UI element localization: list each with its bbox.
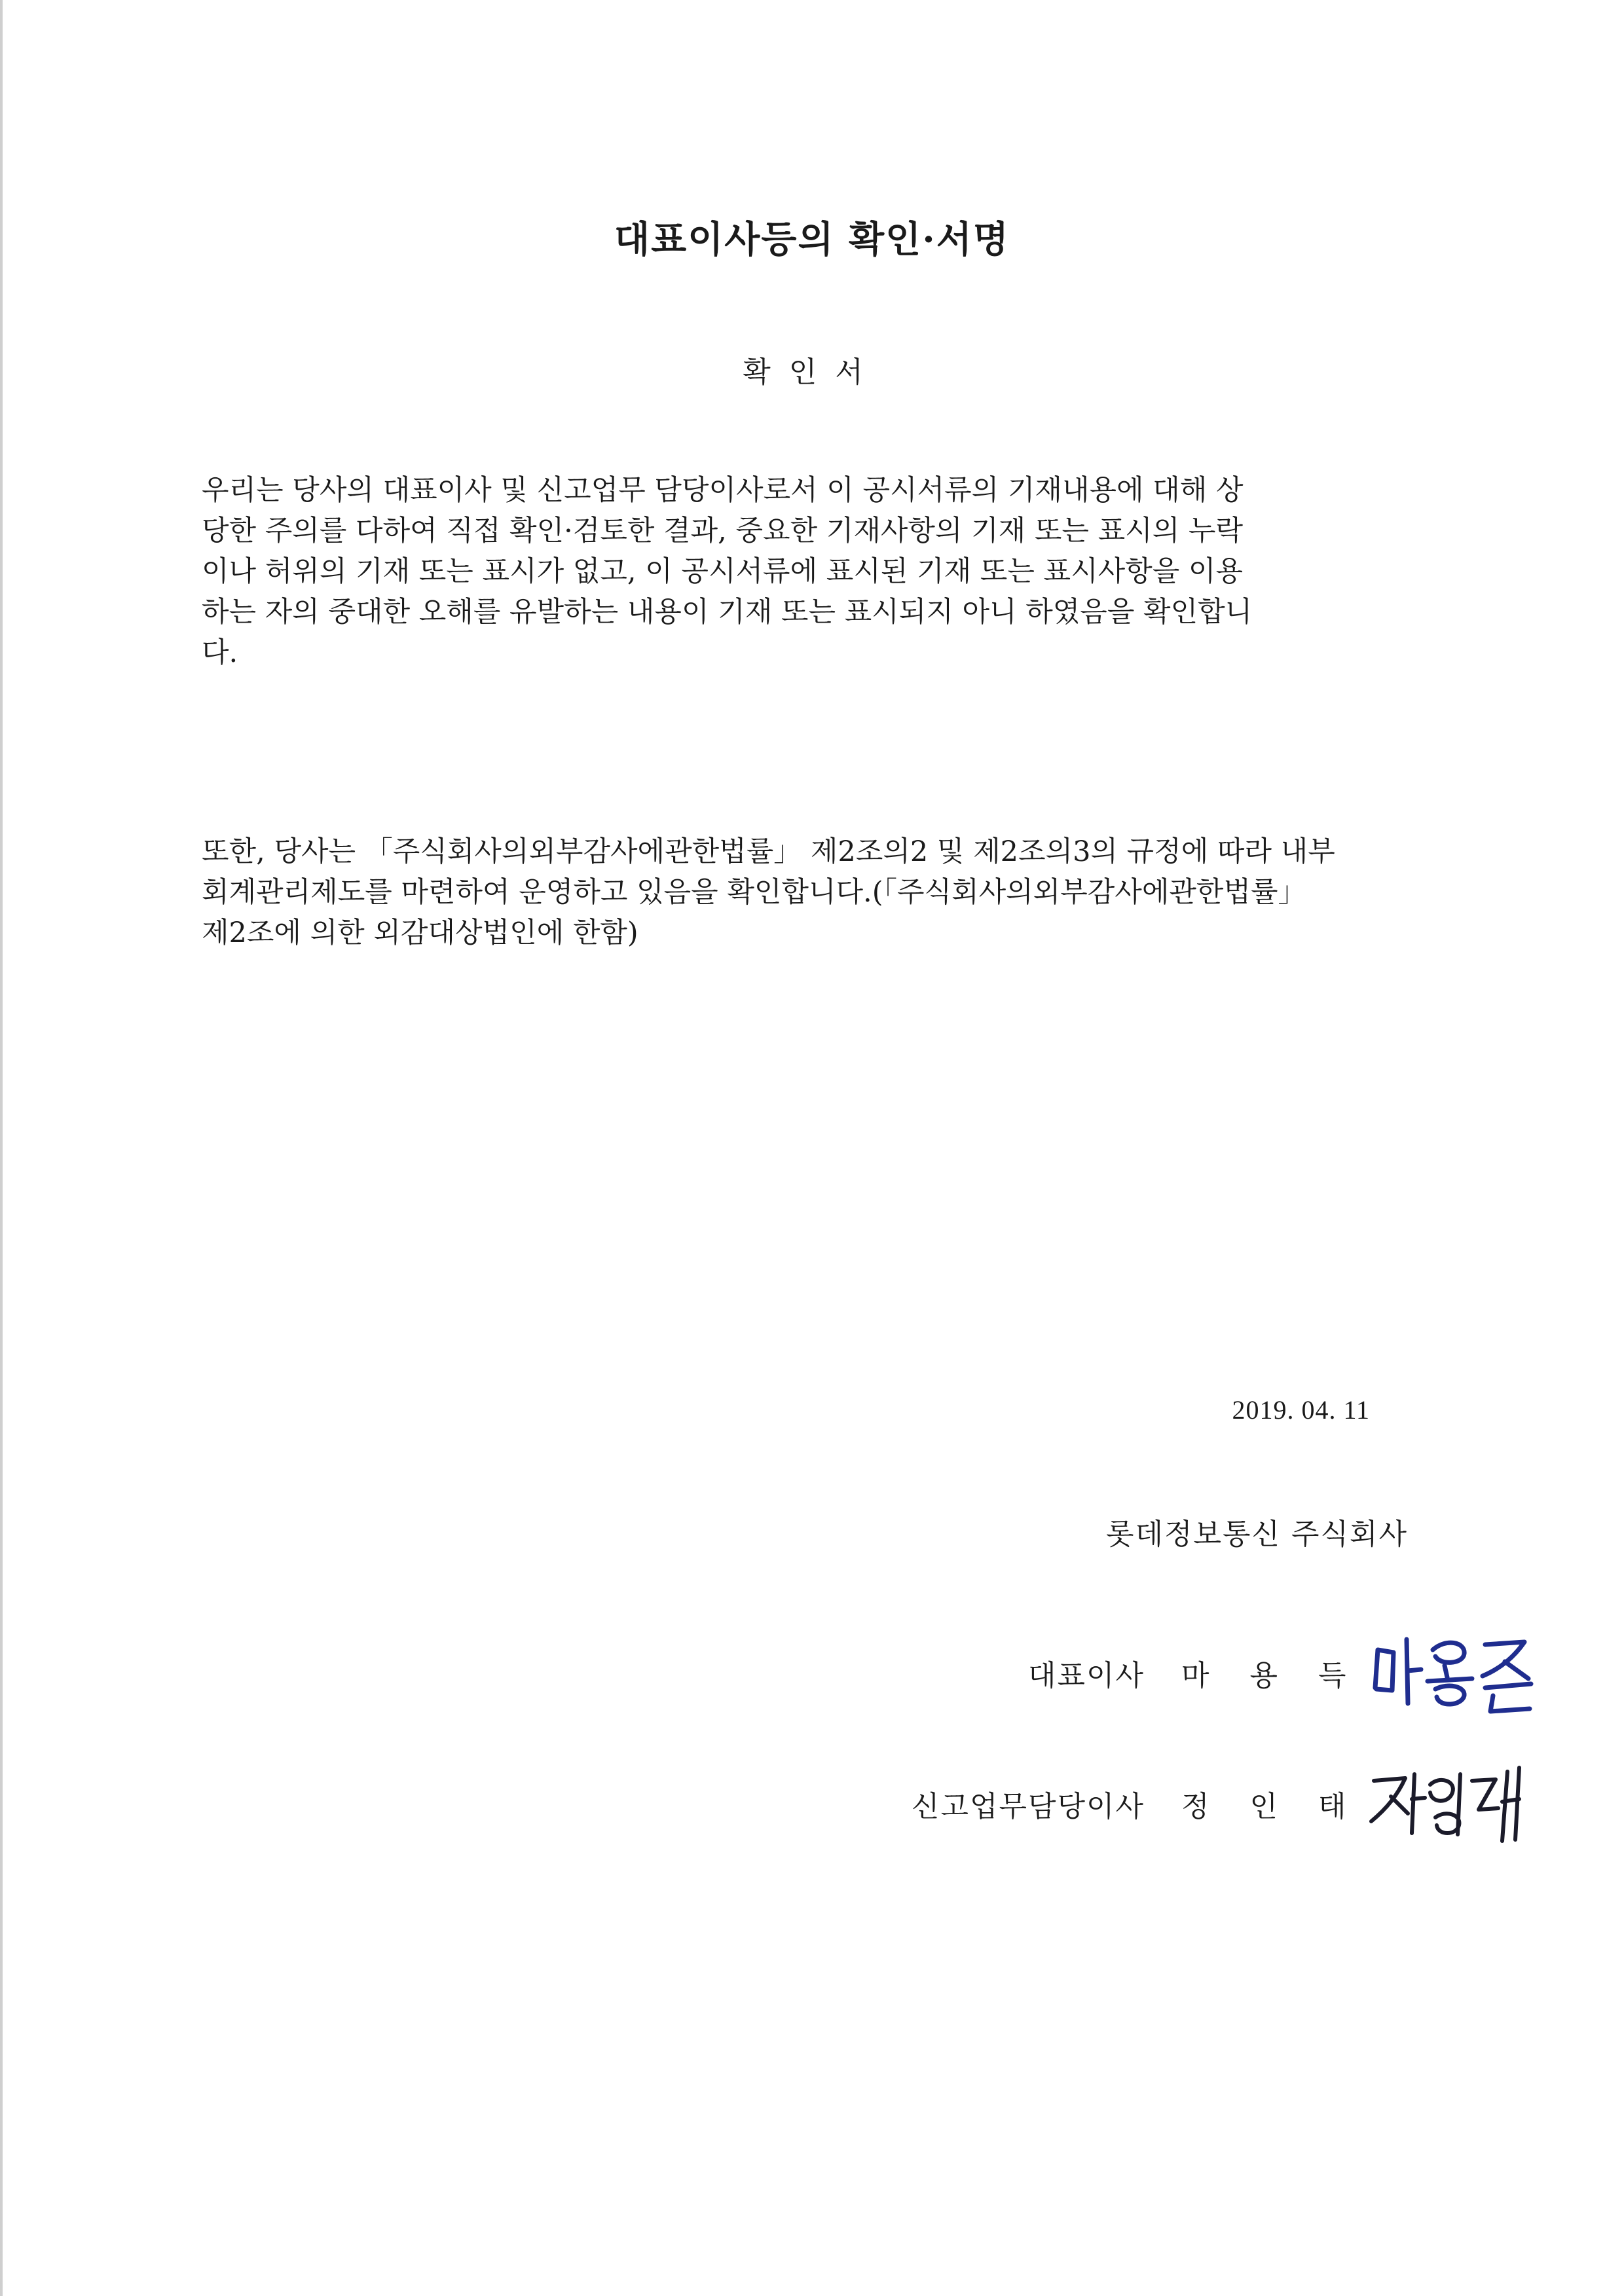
ceo-name: 마 용 득 — [1181, 1659, 1362, 1692]
document-title: 대표이사등의 확인·서명 — [614, 218, 1010, 261]
internal-control-paragraph: 또한, 당사는 「주식회사의외부감사에관한법률」 제2조의2 및 제2조의3의 규정에 따라 내부 회계관리제도를 마련하여 운영하고 있음을 확인합니다.(「주식회사의외부감사에관한법률」 제2조에 의한 외감대상법인에 한함) — [202, 835, 1335, 949]
officer-name: 정 인 태 — [1181, 1790, 1362, 1823]
officer-role-label: 신고업무담당이사 — [912, 1790, 1145, 1823]
ceo-signature-row — [1028, 1630, 1544, 1715]
officer-signature-row — [912, 1761, 1531, 1846]
officer-handwritten-signature — [1367, 1761, 1531, 1846]
ceo-handwritten-signature — [1367, 1630, 1544, 1715]
document-date: 2019. 04. 11 — [1232, 1395, 1370, 1425]
page-scan-edge — [0, 0, 3, 2296]
confirmation-paragraph: 우리는 당사의 대표이사 및 신고업무 담당이사로서 이 공시서류의 기재내용에 대해 상 당한 주의를 다하여 직접 확인·검토한 결과, 중요한 기재사항의 기재 또는 표시의 누락 이나 허위의 기재 또는 표시가 없고, 이 공시서류에 표시된 기재 또는 표시사항을 이용 하는 자의 중대한 오해를 유발하는 내용이 기재 또는 표시되지 아니 하였음을 확인합니 다. — [202, 474, 1253, 669]
company-name: 롯데정보통신 주식회사 — [1105, 1518, 1408, 1551]
document-subtitle: 확인서 — [743, 355, 881, 389]
ceo-role-label: 대표이사 — [1028, 1659, 1145, 1692]
